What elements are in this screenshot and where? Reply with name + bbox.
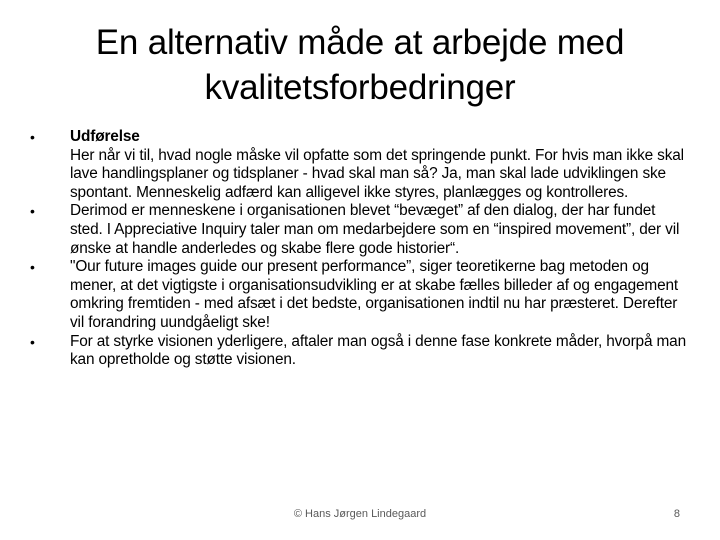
- bullet-heading: Udførelse: [70, 128, 140, 145]
- bullet-item-4: [26, 333, 686, 370]
- bullet-item-3: [26, 258, 686, 332]
- bullet-item-1: [26, 128, 686, 202]
- page-number: 8: [673, 508, 680, 520]
- bullet-text: "Our future images guide our present performance”, siger teoretikerne bag metoden og mener, at det vigtigste i organisationsudvikling er at skabe fælles billeder af og engagement omkring fremtiden - med afsæt i det bedste, organisationen indtil nu har præsteret. Derefter vil forandring uundgåeligt ske!: [70, 258, 679, 331]
- bullet-marker-icon: •: [30, 333, 35, 350]
- bullet-marker-icon: •: [30, 129, 35, 145]
- footer-copyright: © Hans Jørgen Lindegaard: [293, 508, 427, 520]
- slide-title: [40, 20, 680, 110]
- bullet-text: For at styrke visionen yderligere, aftaler man også i denne fase konkrete måder, hvorpå man kan opretholde og støtte visionen.: [70, 332, 686, 369]
- bullet-list: [26, 128, 686, 370]
- bullet-marker-icon: •: [30, 259, 35, 276]
- bullet-item-2: [26, 202, 686, 258]
- bullet-text: Derimod er menneskene i organisationen blevet “bevæget” af den dialog, der har fundet sted. I Appreciative Inquiry taler man om medarbejdere som en “inspired movement”, der vil ønske at handle anderledes og skabe flere gode historier“.: [70, 202, 680, 257]
- bullet-marker-icon: •: [30, 203, 35, 220]
- title-line-2: kvalitetsforbedringer: [204, 68, 516, 107]
- bullet-text: Her når vi til, hvad nogle måske vil opfatte som det springende punkt. For hvis man ikke skal lave handlingsplaner og tidsplaner - hvad skal man så? Ja, man skal lade udviklingen ske spontant. Menneskelig adfærd kan alligevel ikke styres, planlægges og kontrolleres.: [70, 146, 684, 201]
- title-line-1: En alternativ måde at arbejde med: [95, 23, 625, 62]
